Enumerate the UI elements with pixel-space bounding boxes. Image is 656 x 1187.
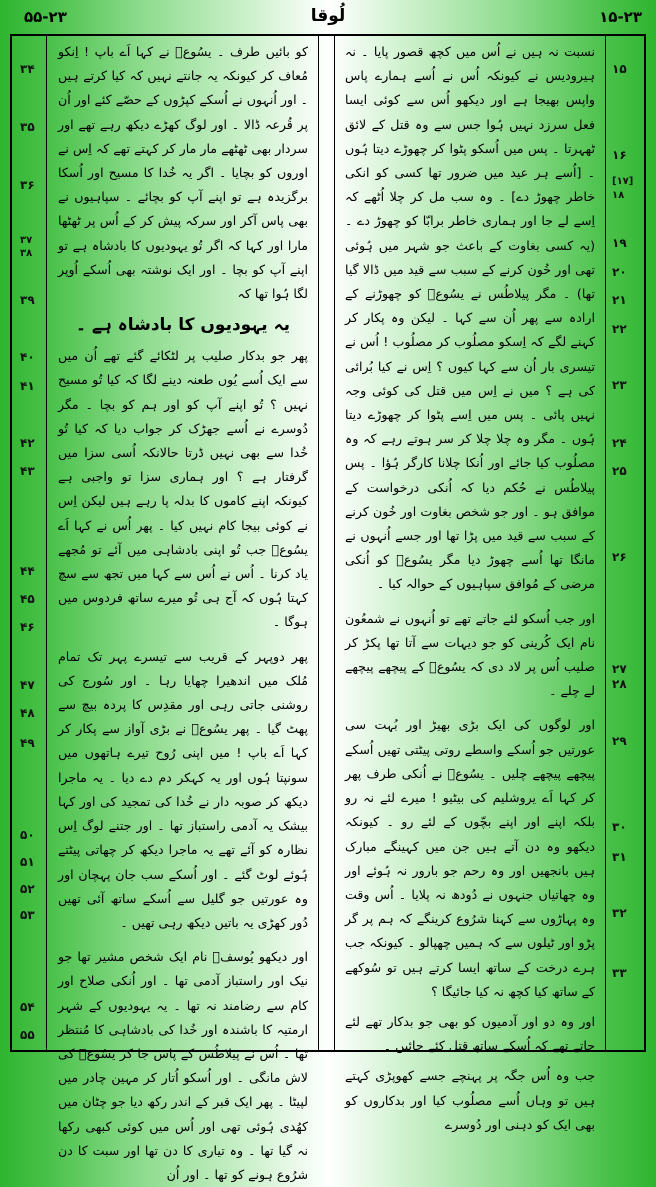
- verse-number: ۳۴: [20, 62, 35, 76]
- verse-number: ۱۵: [612, 62, 627, 76]
- verse-number: ۲۹: [612, 734, 627, 748]
- paragraph: جب وہ اُس جگہ پر پہنچے جسے کھوپڑی کہتے ہیں تو وہاں اُسے مصلُوب کیا اور بدکاروں کو بھی ایک کو دہنی اور دُوسرے: [345, 1068, 595, 1132]
- verse-number: [۱۷]: [612, 176, 634, 187]
- verse-number: ۳۷: [20, 235, 33, 246]
- verse-number: ۳۰: [612, 820, 627, 834]
- paragraph: اور لوگوں کی ایک بڑی بھیڑ اور بُہت سی عورتیں جو اُسکے واسطے روتی پیٹتی تھیں اُسکے پیچھے پیچھے چلیں ۔ یسُوعؔ نے اُنکی طرف پھر کر کہا اَے یروشلیم کی بیٹیو ! میرے لئے نہ رو بلکہ اپنے اور اپنے بچّوں کے لئے رو ۔ کیونکہ دیکھو وہ دن آتے ہیں جن میں کہینگے مبارک ہیں بانجھیں اور وہ رحم جو بارور نہ ہُوئے اور وہ چھاتیاں جنہوں نے دُودھ نہ پلایا ۔ اُس وقت وہ پہاڑوں سے کہنا شرُوع کرینگے کہ ہم پر گر پڑو اور ٹیلوں سے کہ ہمیں چھپالو ۔ کیونکہ جب ہرے درخت کے ساتھ ایسا کرتے ہیں تو سُوکھے کے ساتھ کیا کچھ نہ کیا جائیگا ؟: [345, 717, 595, 999]
- verse-number: ۱۹: [612, 236, 627, 250]
- paragraph: پھر جو بدکار صلیب پر لٹکائے گئے تھے اُن میں سے ایک اُسے یُوں طعنہ دینے لگا کہ کیا تُو مسیح نہیں ؟ تُو اپنے آپ کو اور ہم کو بچا ۔ مگر دُوسرے نے اُسے جھڑک کر جواب دیا کہ کیا تُو خُدا سے بھی نہیں ڈرتا حالانکہ اُسی سزا میں گرفتار ہے ؟ اور ہماری سزا تو واجبی ہے کیونکہ اپنے کاموں کا بدلہ پا رہے ہیں لیکن اِس نے کوئی بیجا کام نہیں کیا ۔ پھر اُس نے کہا اَے یسُوعؔ جب تُو اپنی بادشاہی میں آئے تو مُجھے یاد کرنا ۔ اُس نے اُس سے کہا میں تجھ سے سچ کہتا ہُوں کہ آج ہی تُو میرے ساتھ فردوس میں ہوگا ۔: [58, 348, 308, 630]
- verse-number: ۴۶: [20, 620, 35, 634]
- left-margin-rule: [46, 34, 47, 1052]
- verse-number: ۲۴: [612, 436, 627, 450]
- verse-number: ۴۴: [20, 564, 35, 578]
- verse-number: ۴۰: [20, 350, 35, 364]
- verse-number: ۳۱: [612, 850, 627, 864]
- verse-number: ۳۸: [20, 248, 33, 259]
- verse-number: ۱۶: [612, 148, 627, 162]
- book-title: لُوقا: [310, 6, 346, 26]
- column-rule-right: [334, 34, 335, 1052]
- verse-number: ۲۶: [612, 550, 627, 564]
- verse-number: ۴۷: [20, 678, 35, 692]
- verse-number: ۲۲: [612, 322, 627, 336]
- paragraph: نسبت نہ ہیں نے اُس میں کچھ قصور پایا ۔ نہ ہیرودیس نے کیونکہ اُس نے اُسے ہمارے پاس واپس بھیجا ہے اور دیکھو اُس سے کوئی ایسا فعل سرزد نہیں ہُوا جس سے وہ قتل کے لائق ٹھہرتا ۔ پس میں اُسکو پٹوا کر چھوڑے دیتا ہُوں ۔ [اُسے ہر عید میں ضرور تھا کسی کو انکی خاطر چھوڑ دے] ۔ وہ سب مل کر چلا اُٹھے کہ اِسے لے جا اور ہماری خاطر برابّا کو چھوڑ دے ۔ (یہ کسی بغاوت کے باعث جو شہر میں ہُوئی تھی اور خُون کرنے کے سبب سے قید میں ڈالا گیا تھا) ۔ مگر پیلاطُس نے یسُوعؔ کو چھوڑنے کے ارادہ سے پھر اُن سے کہا ۔ لیکن وہ پکار کر کہنے لگے کہ اِسکو مصلُوب کر مصلُوب ! اُس نے تیسری بار اُن سے کہا کیوں ؟ اِس نے کیا بُرائی کی ہے ؟ میں نے اِس میں قتل کی کوئی وجہ نہیں پائی ۔ پس میں اِسے پٹوا کر چھوڑے دیتا ہُوں ۔ مگر وہ چلا چلا کر سر ہوتے رہے کہ وہ مصلُوب کیا جائے اور اُنکا چلانا کارگر ہُؤا ۔ پس پیلاطُس نے حُکم دیا کہ اُنکی درخواست کے موافق ہو ۔ اور جو شخص بغاوت اور خُون کرنے کے سبب سے قید میں پڑا تھا اور جسے اُنہوں نے مانگا تھا اُسے چھوڑ دیا مگر یسُوعؔ کو اُنکی مرضی کے مُوافق سپاہیوں کے حوالہ کیا ۔: [345, 44, 595, 592]
- verse-range-right: ۱۵-۲۳: [599, 8, 642, 26]
- verse-number: ۱۸: [612, 190, 625, 201]
- verse-number: ۵۱: [20, 855, 35, 869]
- verse-number: ۲۱: [612, 293, 627, 307]
- verse-number: ۵۵: [20, 1028, 35, 1042]
- verse-number: ۴۲: [20, 436, 35, 450]
- verse-number: ۲۵: [612, 464, 627, 478]
- verse-number: ۲۳: [612, 378, 627, 392]
- paragraph: اور دیکھو یُوسفؔ نام ایک شخص مشیر تھا جو نیک اور راستباز آدمی تھا ۔ اور اُنکی صلاح اور کام سے رضامند نہ تھا ۔ یہ یہودیوں کے شہر ارمتیہ کا باشندہ اور خُدا کی بادشاہی کا مُنتظر تھا ۔ اُس نے پیلاطُس کے پاس جا کر یسُوعؔ کی لاش مانگی ۔ اور اُسکو اُتار کر مہین چادر میں لپیٹا ۔ پھر ایک قبر کے اندر رکھ دیا جو چٹان میں کھُدی ہُوئی تھی اور اُس میں کوئی کبھی رکھا نہ گیا تھا ۔ وہ تیاری کا دن تھا اور سبت کا دن شرُوع ہونے کو تھا ۔ اور اُن: [58, 949, 308, 1182]
- verse-number: ۴۹: [20, 736, 35, 750]
- verse-number: ۲۷: [612, 662, 627, 676]
- right-margin-rule: [605, 34, 606, 1052]
- verse-number: ۳۵: [20, 120, 35, 134]
- verse-number: ۳۶: [20, 178, 35, 192]
- left-text-column: [58, 40, 308, 1182]
- verse-number: ۲۰: [612, 265, 627, 279]
- verse-number: ۳۳: [612, 966, 627, 980]
- verse-number: ۵۴: [20, 1000, 35, 1014]
- verse-number: ۴۳: [20, 464, 35, 478]
- page-header: [0, 0, 656, 34]
- paragraph: اور وہ دو اور آدمیوں کو بھی جو بدکار تھے لئے جاتے تھے کہ اُسکے ساتھ قتل کئے جائیں ۔: [345, 1013, 595, 1054]
- paragraph: کو بائیں طرف ۔ یسُوعؔ نے کہا اَے باپ ! اِنکو مُعاف کر کیونکہ یہ جانتے نہیں کہ کیا کرتے ہیں ۔ اور اُنہوں نے اُسکے کپڑوں کے حصّے کئے اور اُن پر قُرعہ ڈالا ۔ اور لوگ کھڑے دیکھ رہے تھے اور سردار بھی ٹھٹھے مار مار کر کہتے تھے کہ اِس نے اوروں کو بچایا ۔ اگر یہ خُدا کا مسیح اور اُسکا برگزیدہ ہے تو اپنے آپ کو بچائے ۔ سپاہیوں نے بھی پاس آکر اور سرکہ پیش کر کے اُس پر ٹھٹھا مارا اور کہا کہ اگر تُو یہودیوں کا بادشاہ ہے تو اپنے آپ کو بچا ۔ اور ایک نوشتہ بھی اُسکے اُوپر لگا ہُوا تھا کہ: [58, 44, 308, 302]
- inscription-heading: یہ یہودیوں کا بادشاہ ہے ۔: [76, 315, 290, 336]
- column-rule-left: [318, 34, 319, 1052]
- verse-number: ۲۸: [612, 677, 627, 691]
- verse-number: ۳۲: [612, 906, 627, 920]
- paragraph: پھر دوپہر کے قریب سے تیسرے پہر تک تمام مُلک میں اندھیرا چھایا رہا ۔ اور سُورج کی روشنی جاتی رہی اور مقدِس کا پردہ بیچ سے پھٹ گیا ۔ پھر یسُوعؔ نے بڑی آواز سے پکار کر کہا اَے باپ ! میں اپنی رُوح تیرے ہاتھوں میں سونپتا ہُوں اور یہ کہکر دم دے دیا ۔ یہ ماجرا دیکھ کر صوبہ دار نے خُدا کی تمجید کی اور کہا بیشک یہ آدمی راستباز تھا ۔ اور جتنے لوگ اِس نظارہ کو آئے تھے یہ ماجرا دیکھ کر چھاتی پیٹتے ہُوئے لوٹ گئے ۔ اور اُسکے سب جان پہچان اور وہ عورتیں جو گلیل سے اُسکے ساتھ آئی تھیں دُور کھڑی یہ باتیں دیکھ رہی تھیں ۔: [58, 648, 308, 930]
- verse-number: ۴۱: [20, 379, 35, 393]
- verse-range-left: ۵۵-۲۳: [24, 8, 67, 26]
- paragraph: اور جب اُسکو لئے جاتے تھے تو اُنہوں نے شمعُون نام ایک کُرینی کو جو دیہات سے آتا تھا پکڑ کر صلیب اُس پر لاد دی کہ یسُوعؔ کے پیچھے پیچھے لے چلے ۔: [345, 610, 595, 699]
- verse-number: ۴۵: [20, 592, 35, 606]
- verse-number: ۵۲: [20, 882, 35, 896]
- verse-number: ۴۸: [20, 706, 35, 720]
- right-text-column: [345, 40, 595, 1132]
- verse-number: ۵۳: [20, 908, 35, 922]
- verse-number: ۵۰: [20, 828, 35, 842]
- verse-number: ۳۹: [20, 293, 35, 307]
